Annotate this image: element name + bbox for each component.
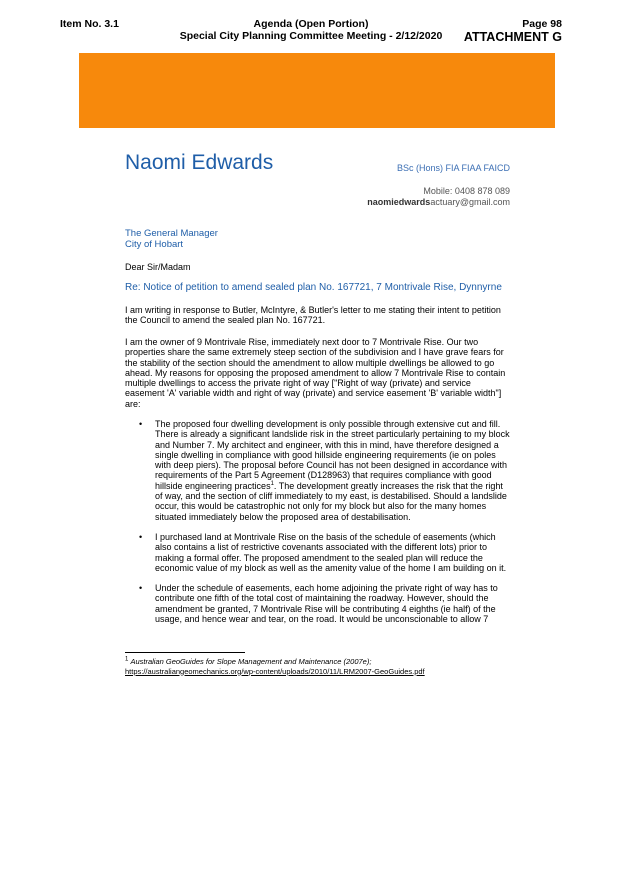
- page-number: Page 98: [522, 18, 562, 30]
- sender-name: Naomi Edwards: [125, 151, 274, 174]
- sender-mobile: Mobile: 0408 878 089: [423, 186, 510, 196]
- orange-banner: [79, 53, 555, 128]
- recipient-line-1: The General Manager: [125, 228, 218, 239]
- paragraph-intro: I am writing in response to Butler, McIntyre, & Butler's letter to me stating their intent to petition the Council to amend the sealed plan No. 167721.: [125, 305, 501, 326]
- bullet-icon: •: [139, 419, 143, 429]
- bullet-text: I purchased land at Montrivale Rise on the basis of the schedule of easements (which also contains a list of restrictive covenants associated with the different lots) prior to making a formal offer. The proposed amendment to the sealed plan will reduce the economic value of my block as well as the amenity value of the home I am building on it.: [155, 531, 507, 573]
- item-number: Item No. 3.1: [60, 18, 119, 30]
- bullet-text-continued: . The development greatly increases the risk that the right of way, and the section of cliff immediately to my east, is destabilised. Should a landslide occur, this would be catastrophic not only for my block but also for the many homes situated immediately below the proposed area of destabilisation.: [155, 480, 507, 522]
- paragraph-reasons: I am the owner of 9 Montrivale Rise, immediately next door to 7 Montrivale Rise. Our two properties share the same extremely steep section of the subdivision and I have grave fears for the stability of the section should the amendment to allow multiple dwellings be allowed to go ahead. My reasons for opposing the proposed amendment to allow 7 Montrivale Rise to contain multiple dwellings to access the private right of way ["Right of way (private) and service easement 'A' variable width and right of way (private) and service easement 'B' variable width"] are:: [125, 337, 506, 409]
- sender-email: [367, 197, 510, 208]
- recipient-address: [125, 228, 511, 250]
- footnote-title: Australian GeoGuides for Slope Management and Maintenance (2007e);: [130, 657, 372, 666]
- attachment-label: ATTACHMENT G: [463, 30, 562, 44]
- bullet-text: Under the schedule of easements, each home adjoining the private right of way has to contribute one fifth of the total cost of maintaining the roadway. However, should the amendment be granted, 7 Montrivale Rise will be contributing 4 eighths (ie half) of the usage, and hence wear and tear, on the road. It would be unconscionable to allow 7: [155, 583, 498, 625]
- page-header-right: [464, 18, 562, 44]
- list-item: [125, 419, 511, 522]
- footnote-number: 1: [125, 656, 129, 663]
- recipient-line-2: City of Hobart: [125, 239, 184, 250]
- sender-contact: [367, 186, 510, 208]
- bullet-icon: •: [139, 583, 143, 594]
- salutation: Dear Sir/Madam: [125, 262, 191, 272]
- list-item: [125, 583, 511, 624]
- footnote: [125, 657, 525, 676]
- bullet-icon: •: [139, 531, 143, 542]
- footnote-divider: [125, 652, 245, 653]
- subject-line: Re: Notice of petition to amend sealed plan No. 167721, 7 Montrivale Rise, Dynnyrne: [125, 282, 502, 293]
- meeting-title: Special City Planning Committee Meeting - 2/12/2020: [179, 30, 443, 42]
- footnote-link[interactable]: https://australiangeomechanics.org/wp-content/uploads/2010/11/LRM2007-GeoGuides.pdf: [125, 666, 425, 676]
- sender-qualifications: BSc (Hons) FIA FIAA FAICD: [396, 163, 510, 173]
- agenda-title: Agenda (Open Portion): [253, 18, 369, 30]
- email-bold-part: naomiedwards: [367, 197, 431, 207]
- footnote-citation: [125, 657, 525, 667]
- email-rest-part: actuary@gmail.com: [430, 197, 510, 207]
- reasons-list: [125, 419, 511, 634]
- bullet-text: The proposed four dwelling development is only possible through extensive cut and fill. There is already a significant landslide risk in the street particularly pertaining to my block and Number 7. My architect and engineer, with this in mind, have therefore designed a single dwelling in compliance with good hillside engineering requirements (ie on poles with deep piers). The proposal before Council has not been designed in accordance with requirements of the Part 5 Agreement (D128963) that requires compliance with good hillside engineering practices: [155, 419, 510, 491]
- footnote-reference[interactable]: 1: [270, 480, 274, 487]
- list-item: [125, 532, 511, 573]
